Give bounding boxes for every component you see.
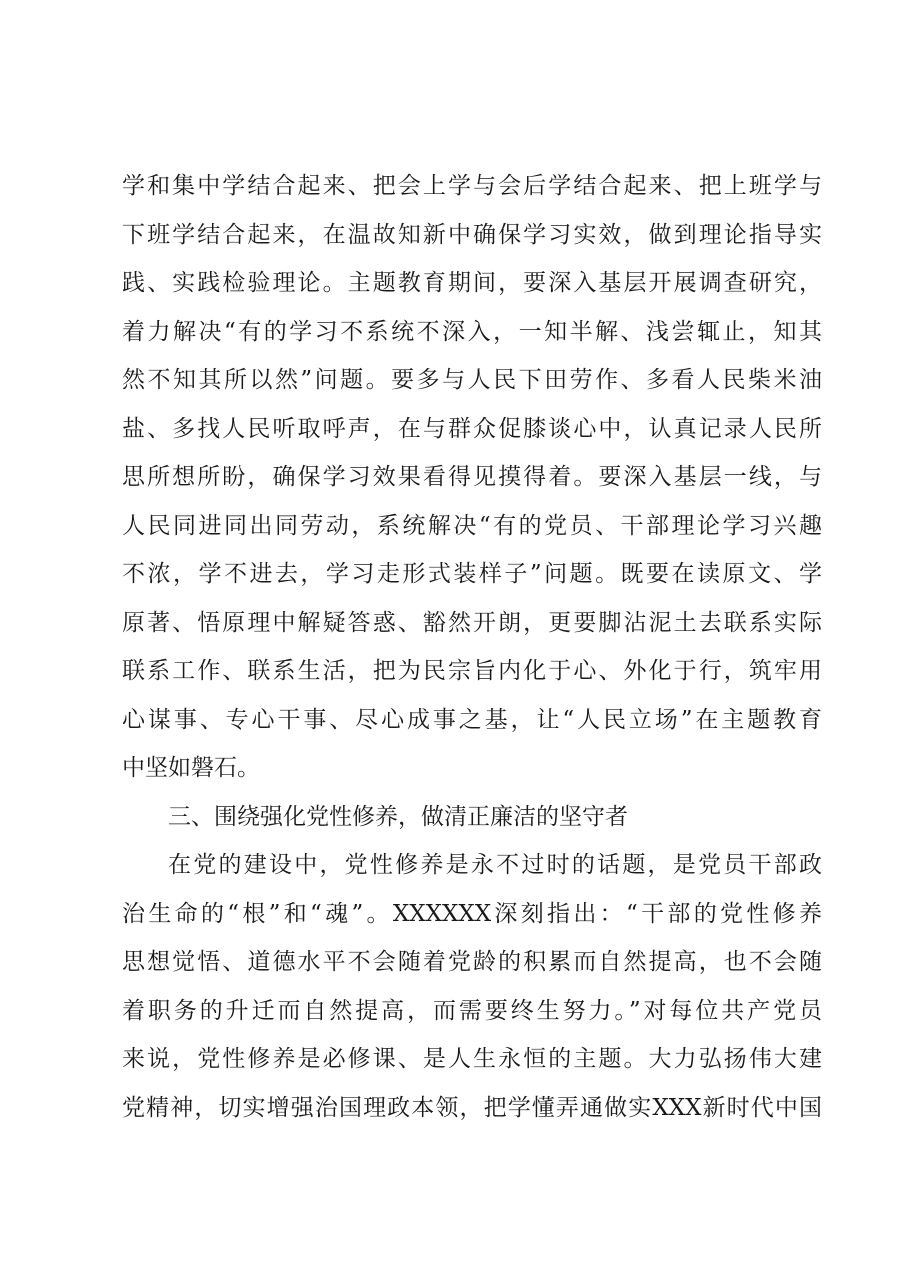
paragraph-line: 思所想所盼，确保学习效果看得见摸得着。要深入基层一线，与 [122,464,822,490]
paragraph-line: 思想觉悟、道德水平不会随着党龄的积累而自然提高，也不会随 [122,949,822,975]
paragraph-line-last: 中坚如磐石。 [122,755,260,781]
paragraph-line: 治生命的“根”和“魂”。XXXXXX深刻指出：“干部的党性修养 [122,900,822,927]
paragraph-line: 践、实践检验理论。主题教育期间，要深入基层开展调查研究， [122,270,822,296]
paragraph-line-first: 在党的建设中，党性修养是永不过时的话题，是党员干部政 [168,852,822,878]
paragraph-line: 然不知其所以然”问题。要多与人民下田劳作、多看人民柴米油 [122,367,822,393]
paragraph-line: 联系工作、联系生活，把为民宗旨内化于心、外化于行，筑牢用 [122,658,822,684]
paragraph-line: 原著、悟原理中解疑答惑、豁然开朗，更要脚沾泥土去联系实际 [122,609,822,636]
paragraph-line: 来说，党性修养是必修课、是人生永恒的主题。大力弘扬伟大建 [122,1046,822,1072]
paragraph-line: 着力解决“有的学习不系统不深入，一知半解、浅尝辄止，知其 [122,318,822,345]
paragraph-line: 人民同进同出同劳动，系统解决“有的党员、干部理论学习兴趣 [122,512,822,539]
paragraph-line: 下班学结合起来，在温故知新中确保学习实效，做到理论指导实 [122,221,822,248]
paragraph-line: 党精神，切实增强治国理政本领，把学懂弄通做实XXX新时代中国 [122,1094,822,1121]
section-heading: 三、围绕强化党性修养，做清正廉洁的坚守者 [168,803,628,830]
document-body [122,162,822,1132]
paragraph-line: 不浓，学不进去，学习走形式装样子”问题。既要在读原文、学 [122,561,822,587]
paragraph-line: 学和集中学结合起来、把会上学与会后学结合起来、把上班学与 [122,173,822,199]
paragraph-line: 着职务的升迁而自然提高，而需要终生努力。”对每位共产党员 [122,997,822,1024]
paragraph-line: 盐、多找人民听取呼声，在与群众促膝谈心中，认真记录人民所 [122,415,822,442]
paragraph-line: 心谋事、专心干事、尽心成事之基，让“人民立场”在主题教育 [122,706,822,733]
